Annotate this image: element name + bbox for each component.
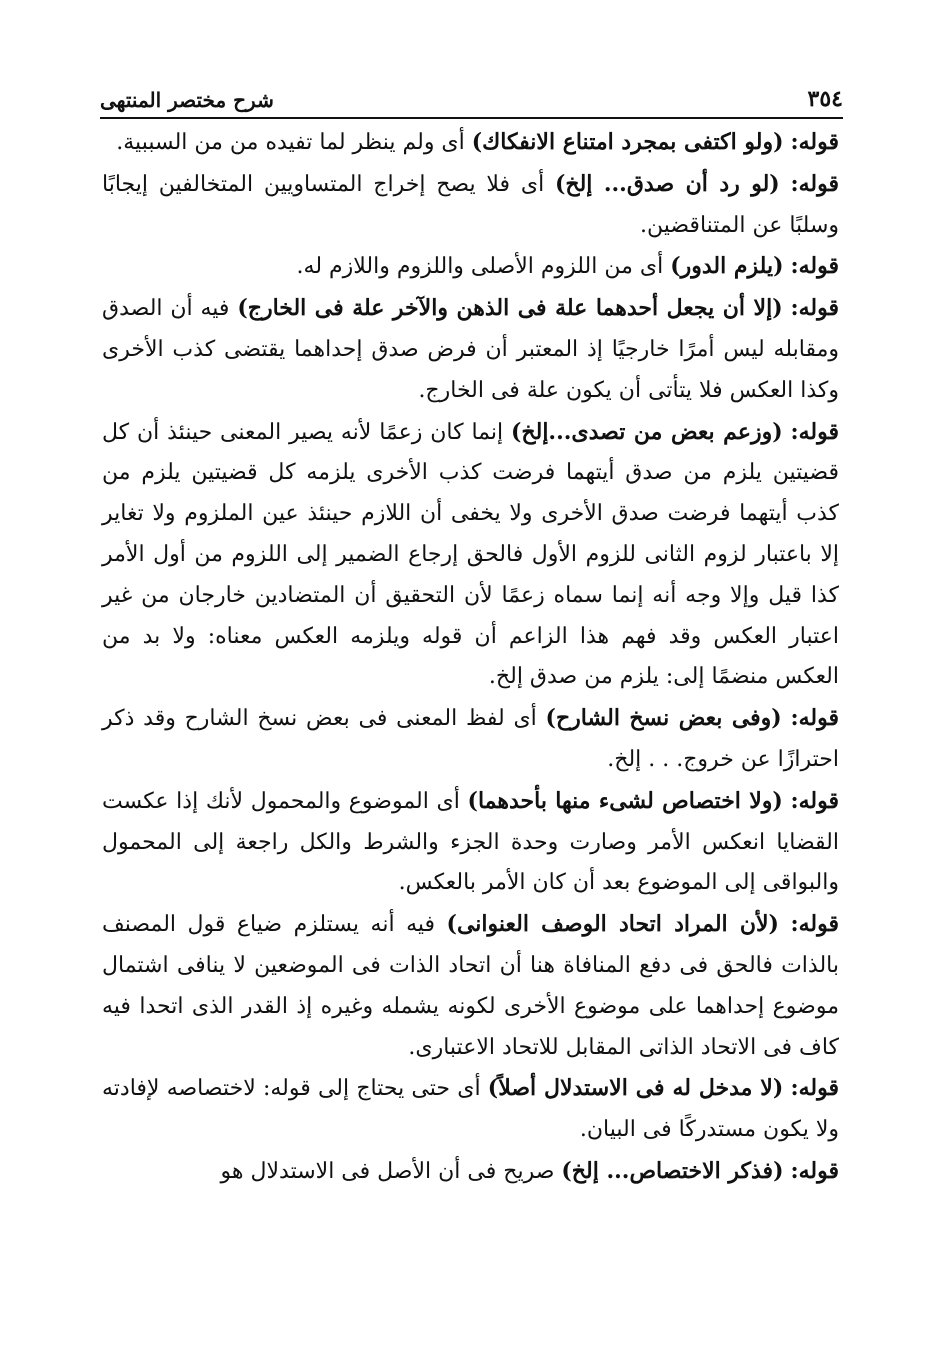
- paragraph: [102, 246, 839, 288]
- paragraph-label: قوله:: [790, 253, 839, 280]
- page-number: ٣٥٤: [807, 86, 843, 112]
- paragraph: [102, 122, 839, 164]
- quoted-phrase: (لا مدخل له فى الاستدلال أصلاً): [487, 1075, 784, 1102]
- commentary-text: أى من اللزوم الأصلى واللزوم واللازم له.: [296, 254, 664, 280]
- quoted-phrase: (ولا اختصاص لشىء منها بأحدهما): [467, 787, 783, 814]
- quoted-phrase: (لو رد أن صدق... إلخ): [554, 170, 780, 197]
- paragraph-label: قوله:: [790, 1075, 840, 1102]
- header-rule: [100, 117, 843, 119]
- paragraph-label: قوله:: [790, 129, 839, 155]
- paragraph: [102, 412, 839, 699]
- paragraph-label: قوله:: [790, 418, 839, 445]
- paragraph: [102, 1068, 839, 1151]
- paragraph: [102, 698, 839, 781]
- paragraph-label: قوله:: [790, 1157, 839, 1184]
- paragraph-label: قوله:: [790, 295, 840, 322]
- commentary-text: صريح فى أن الأصل فى الاستدلال هو: [220, 1158, 555, 1184]
- paragraph-label: قوله:: [790, 911, 839, 938]
- paragraph-label: قوله:: [790, 787, 840, 814]
- commentary-text: أى ولم ينظر لما تفيده من من السببية.: [116, 130, 465, 155]
- quoted-phrase: (وفى بعض نسخ الشارح): [545, 705, 782, 732]
- paragraph-label: قوله:: [790, 170, 839, 197]
- commentary-text: إنما كان زعمًا لأنه يصير المعنى حينئذ أن كل قضيتين يلزم من صدق أيتهما فرضت كذب الأخرى يلزمه كل قضيتين يلزم من كذب أيتهما فرضت صدق الأخرى ولا يخفى أن اللازم حينئذ عين الملزوم ولا تغاير إلا باعتبار لزوم الثانى للزوم الأول فالحق إرجاع الضمير إلى اللزوم من أول الأمر كذا قيل وإلا وجه أنه إنما سماه زعمًا لأن التحقيق أن المتضادين خارجان من غير اعتبار العكس وقد فهم هذا الزاعم أن قوله ويلزمه العكس معناه: ولا بد من العكس منضمًا إلى: يلزم من صدق إلخ.: [102, 419, 840, 690]
- commentary-text: فيه أن الصدق ومقابله ليس أمرًا خارجيًا إذ المعتبر أن فرض صدق إحداهما يقتضى كذب الأخرى وكذا العكس فلا يتأتى أن يكون علة فى الخارج.: [102, 296, 839, 403]
- commentary-text: أى فلا يصح إخراج المتساويين المتخالفين إيجابًا وسلبًا عن المتناقضين.: [102, 171, 839, 238]
- running-head: [100, 76, 843, 112]
- book-title: شرح مختصر المنتهى: [100, 88, 274, 112]
- quoted-phrase: (يلزم الدور): [670, 253, 784, 280]
- commentary-text: أى الموضوع والمحمول لأنك إذا عكست القضايا انعكس الأمر وصارت وحدة الجزء والشرط والكل راجعة إلى المحمول والبواقى إلى الموضوع بعد أن كان الأمر بالعكس.: [102, 788, 839, 896]
- commentary-text: فيه أنه يستلزم ضياع قول المصنف بالذات فالحق فى دفع المنافاة هنا أن اتحاد الذات فى الموضعين لا ينافى اشتمال موضوع إحداهما على موضوع الأخرى لكونه يشمله وغيره إذ القدر الذى اتحدا فيه كاف فى الاتحاد الذاتى المقابل للاتحاد الاعتبارى.: [102, 912, 839, 1060]
- paragraph-label: قوله:: [790, 705, 839, 732]
- paragraph: [102, 164, 839, 247]
- quoted-phrase: (وزعم بعض من تصدى...إلخ): [511, 418, 783, 445]
- body-text: [102, 122, 839, 1193]
- quoted-phrase: (لأن المراد اتحاد الوصف العنوانى): [446, 911, 779, 938]
- paragraph: [102, 1151, 839, 1193]
- paragraph: [102, 288, 839, 411]
- quoted-phrase: (فذكر الاختصاص... إلخ): [561, 1157, 784, 1184]
- paragraph: [102, 904, 839, 1068]
- quoted-phrase: (إلا أن يجعل أحدهما علة فى الذهن والآخر علة فى الخارج): [237, 295, 783, 322]
- quoted-phrase: (ولو اكتفى بمجرد امتناع الانفكاك): [471, 129, 784, 155]
- paragraph: [102, 781, 839, 904]
- commentary-text: أى حتى يحتاج إلى قوله: لاختصاصه لإفادته ولا يكون مستدركًا فى البيان.: [102, 1076, 839, 1143]
- commentary-text: أى لفظ المعنى فى بعض نسخ الشارح وقد ذكر احترازًا عن خروج. . . إلخ.: [102, 706, 839, 772]
